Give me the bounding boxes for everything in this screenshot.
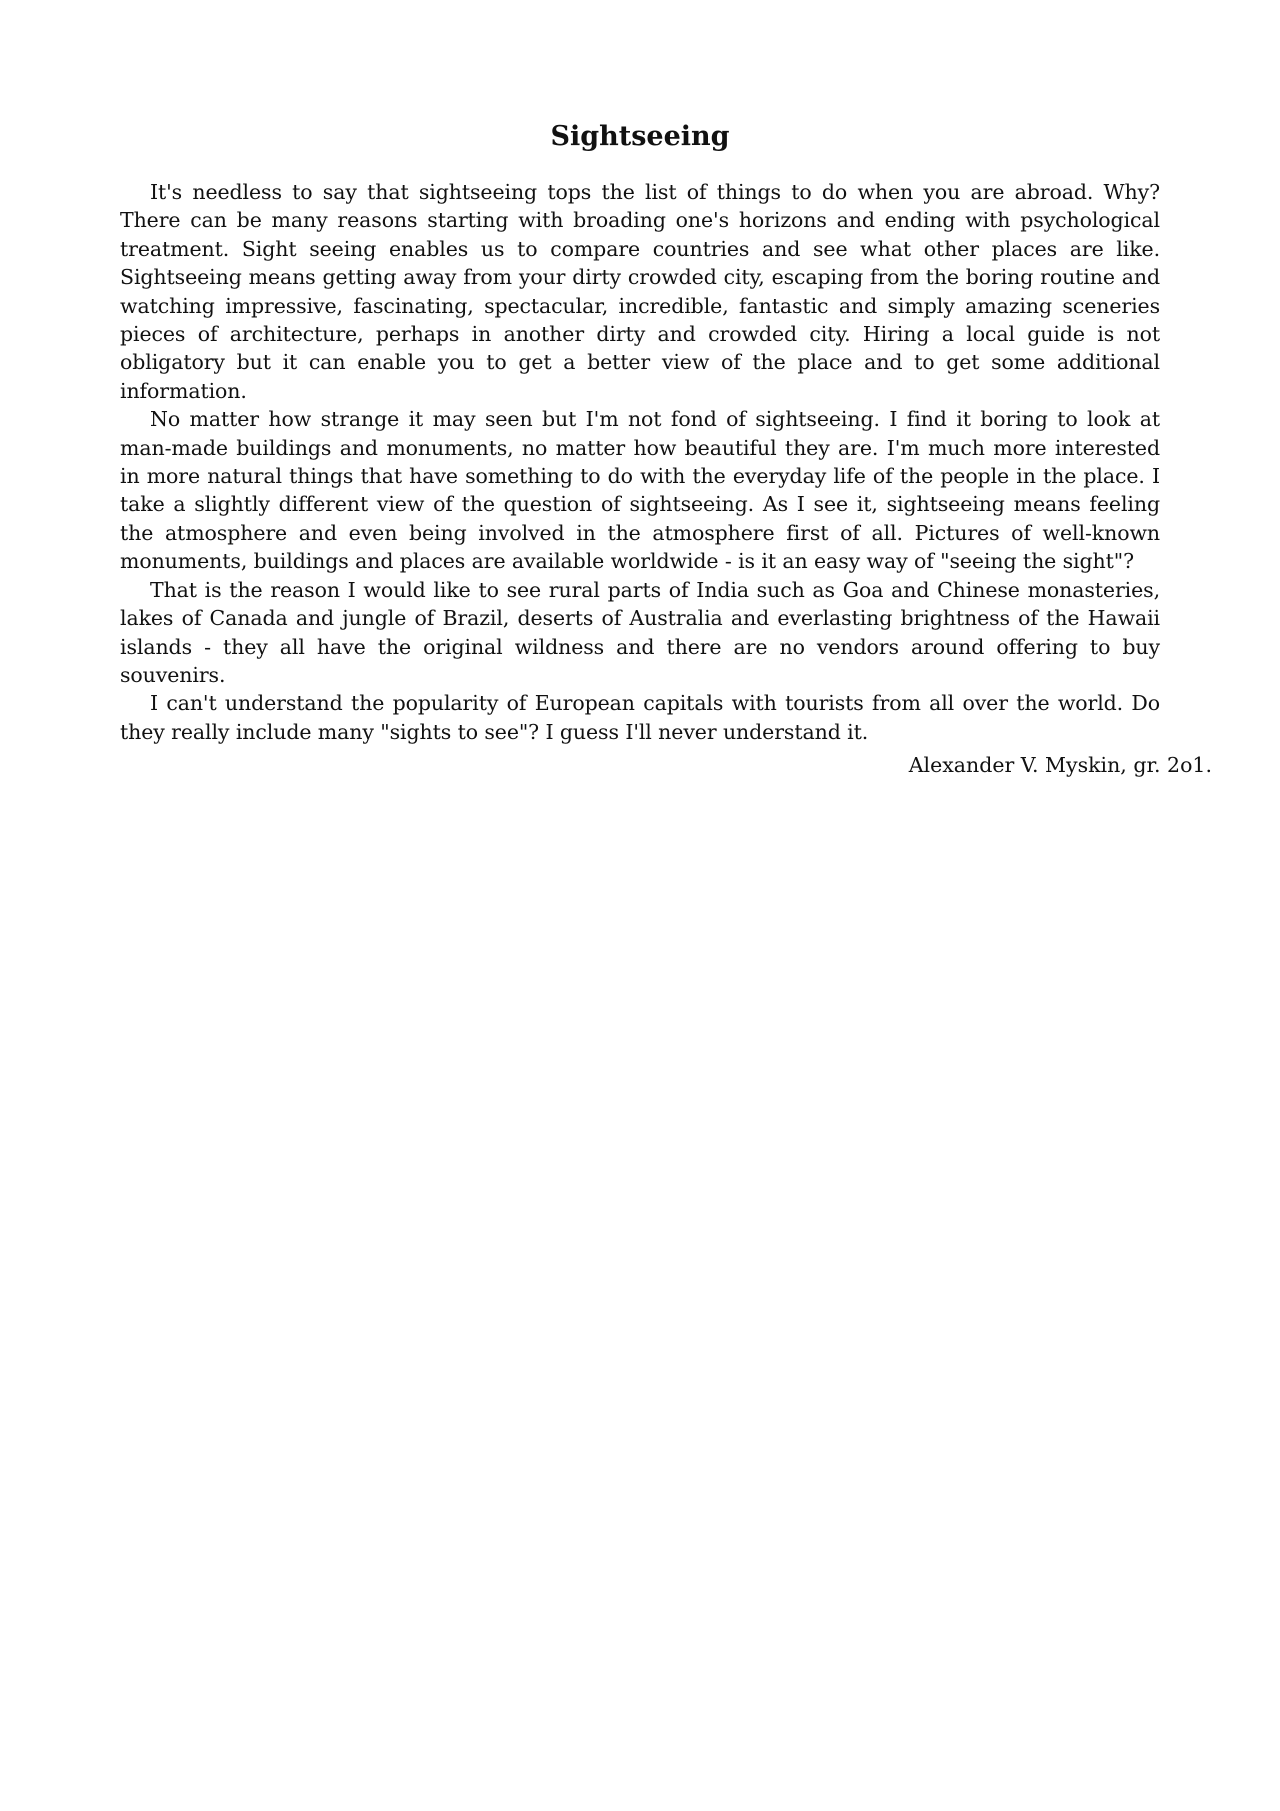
author-signature: Alexander V. Myskin, gr. 2o1. bbox=[908, 753, 1212, 777]
paragraph-4: I can't understand the popularity of European capitals with tourists from all over the world. Do they really include many "sights to see"? I guess I'll never understand it. bbox=[120, 691, 1160, 744]
document-title: Sightseeing bbox=[550, 121, 730, 152]
paragraph-1: It's needless to say that sightseeing tops the list of things to do when you are abroad. Why? There can be many reasons starting with broading one's horizons and ending with psychological treatment. Sight seeing enables us to compare countries and see what other places are like. Sightseeing means getting away from your dirty crowded city, escaping from the boring routine and watching impressive, fascinating, spectacular, incredible, fantastic and simply amazing sceneries pieces of architecture, perhaps in another dirty and crowded city. Hiring a local guide is not obligatory but it can enable you to get a better view of the place and to get some additional information. bbox=[120, 180, 1160, 403]
paragraph-3: That is the reason I would like to see rural parts of India such as Goa and Chinese monasteries, lakes of Canada and jungle of Brazil, deserts of Australia and everlasting brightness of the Hawaii islands - they all have the original wildness and there are no vendors around offering to buy souvenirs. bbox=[120, 577, 1160, 687]
document-body bbox=[120, 178, 1160, 746]
paragraph-2: No matter how strange it may seen but I'm not fond of sightseeing. I find it boring to look at man-made buildings and monuments, no matter how beautiful they are. I'm much more interested in more natural things that have something to do with the everyday life of the people in the place. I take a slightly different view of the question of sightseeing. As I see it, sightseeing means feeling the atmosphere and even being involved in the atmosphere first of all. Pictures of well-known monuments, buildings and places are available worldwide - is it an easy way of "seeing the sight"? bbox=[120, 407, 1160, 574]
